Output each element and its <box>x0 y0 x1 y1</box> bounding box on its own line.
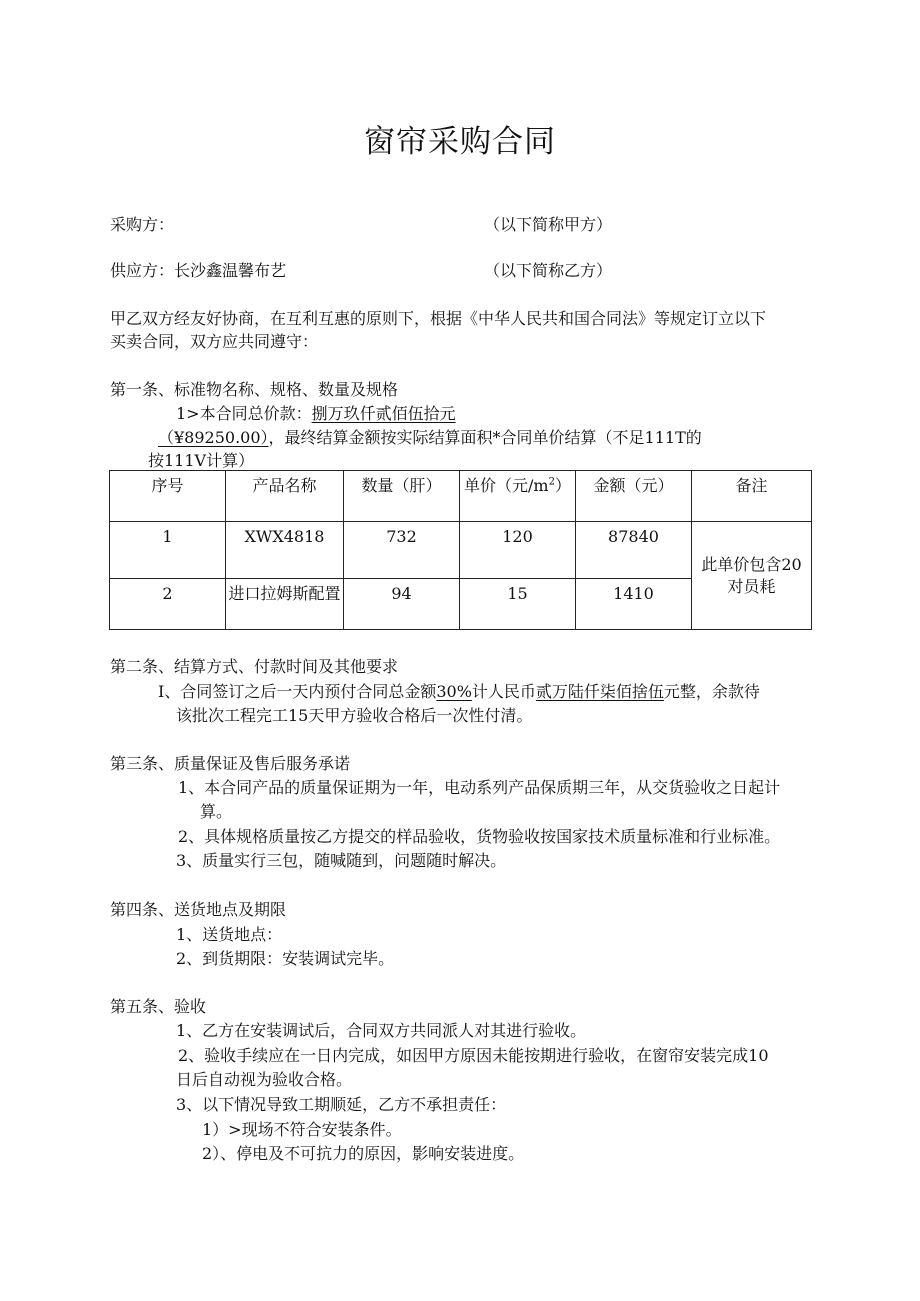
cell-name: 进口拉姆斯配置 <box>226 579 344 630</box>
warranty-item-1: 1、本合同产品的质量保证期为一年，电动系列产品保质期三年，从交货验收之日起计 <box>178 778 781 797</box>
cell-no: 1 <box>110 522 226 579</box>
table-header-row <box>110 471 812 522</box>
cell-qty: 732 <box>344 522 460 579</box>
prepay-amount-words: 贰万陆仟柒佰捨伍 <box>535 682 664 701</box>
buyer-note: （以下简称甲方） <box>484 215 613 234</box>
header-price: 单价（元$/m^2$） <box>460 471 576 522</box>
cell-price: 15 <box>460 579 576 630</box>
total-price-prefix: 1>本合同总价款： <box>176 404 312 423</box>
acceptance-item-3: 3、以下情况导致工期顺延，乙方不承担责任： <box>176 1095 507 1114</box>
payment-line-2: 该批次工程完工15天甲方验收合格后一次性付清。 <box>176 706 533 725</box>
cell-qty: 94 <box>344 579 460 630</box>
intro-line-1: 甲乙双方经友好协商，在互利互惠的原则下，根据《中华人民共和国合同法》等规定订立以下 <box>110 309 767 328</box>
total-price-words: 捌万玖仟贰佰伍拾元 <box>311 404 456 423</box>
delivery-deadline: 2、到货期限：安装调试完毕。 <box>176 949 395 968</box>
warranty-item-1-cont: 算。 <box>200 802 233 821</box>
supplier-note: （以下简称乙方） <box>484 261 613 280</box>
total-price-line <box>176 403 456 425</box>
exception-item-2: 2）、停电及不可抗力的原因，影响安装进度。 <box>202 1144 525 1163</box>
table-row <box>110 522 812 579</box>
delivery-location: 1、送货地点： <box>176 925 283 944</box>
warranty-item-3: 3、质量实行三包，随喊随到，问题随时解决。 <box>176 851 507 870</box>
exception-item-1: 1）>现场不符合安装条件。 <box>202 1120 402 1139</box>
acceptance-item-2: 2、验收手续应在一日内完成，如因甲方原因未能按期进行验收，在窗帘安装完成10 <box>178 1046 769 1065</box>
buyer-label: 采购方： <box>110 215 175 234</box>
cell-amount: 1410 <box>576 579 692 630</box>
supplier-label: 供应方：长沙鑫温馨布艺 <box>110 261 287 280</box>
total-price-number: （¥89250.00） <box>158 428 269 447</box>
cell-note: 此单价包含20对员耗 <box>692 522 812 630</box>
warranty-item-2: 2、具体规格质量按乙方提交的样品验收，货物验收按国家技术质量标准和行业标准。 <box>178 827 781 846</box>
article-3-heading: 第三条、质量保证及售后服务承诺 <box>110 754 351 773</box>
cell-no: 2 <box>110 579 226 630</box>
intro-line-2: 买卖合同，双方应共同遵守： <box>110 332 319 351</box>
header-amount: 金额（元） <box>576 471 692 522</box>
payment-line-1: I、合同签订之后一天内预付合同总金额30%计人民币贰万陆仟柒佰捨伍元整，余款待 <box>158 682 760 701</box>
article-4-heading: 第四条、送货地点及期限 <box>110 900 287 919</box>
header-name: 产品名称 <box>226 471 344 522</box>
header-qty: 数量（肝） <box>344 471 460 522</box>
header-no: 序号 <box>110 471 226 522</box>
article-2-heading: 第二条、结算方式、付款时间及其他要求 <box>110 657 399 676</box>
cell-name: XWX4818 <box>226 522 344 579</box>
total-price-line-2 <box>158 427 702 449</box>
cell-price: 120 <box>460 522 576 579</box>
header-note: 备注 <box>692 471 812 522</box>
goods-table <box>109 470 812 630</box>
acceptance-item-2-cont: 日后自动视为验收合格。 <box>176 1070 353 1089</box>
cell-amount: 87840 <box>576 522 692 579</box>
total-price-rest: ，最终结算金额按实际结算面积*合同单价结算（不足111T的 <box>268 428 702 447</box>
contract-title: 窗帘采购合同 <box>364 124 556 160</box>
article-5-heading: 第五条、验收 <box>110 997 207 1016</box>
total-price-line-3: 按111V计算） <box>148 451 255 470</box>
article-1-heading: 第一条、标准物名称、规格、数量及规格 <box>110 380 399 399</box>
prepay-percent: 30% <box>436 682 472 701</box>
acceptance-item-1: 1、乙方在安装调试后，合同双方共同派人对其进行验收。 <box>176 1021 587 1040</box>
